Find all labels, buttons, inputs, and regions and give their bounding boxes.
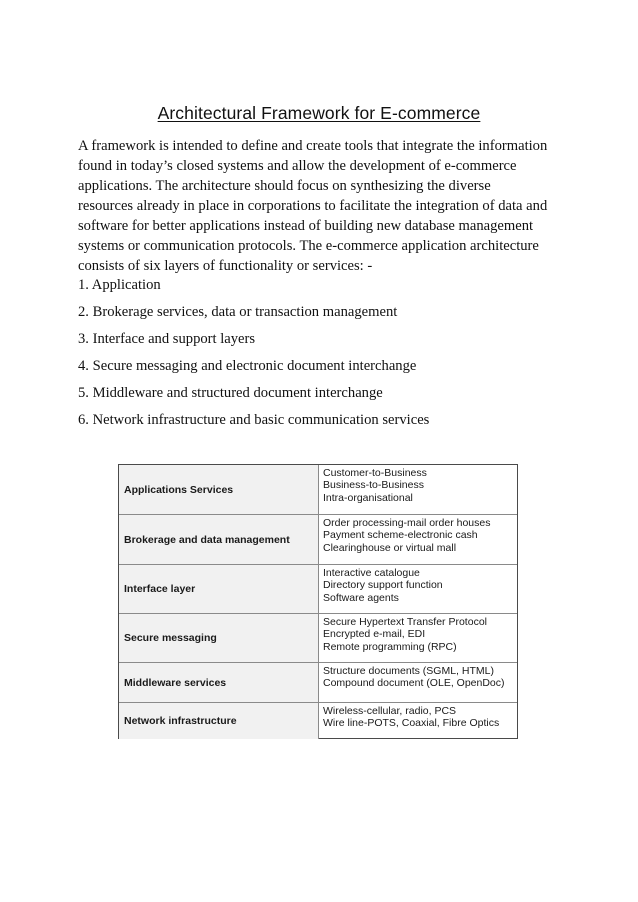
layer-example: Interactive catalogue xyxy=(323,567,420,579)
layer-example: Wireless-cellular, radio, PCS xyxy=(323,705,457,717)
layer-example: Clearinghouse or virtual mall xyxy=(323,541,457,554)
layer-examples-cell xyxy=(319,663,517,703)
page-title: Architectural Framework for E-commerce xyxy=(157,103,481,123)
list-item: 3. Interface and support layers xyxy=(78,331,256,347)
layer-example: Wire line-POTS, Coaxial, Fibre Optics xyxy=(323,717,500,730)
layer-example: Order processing-mail order houses xyxy=(323,517,491,529)
architecture-layers-table xyxy=(118,464,518,739)
layer-name-cell: Interface layer xyxy=(119,565,319,614)
layers-list xyxy=(78,275,429,437)
layer-examples-cell xyxy=(319,465,517,515)
layer-example: Compound document (OLE, OpenDoc) xyxy=(323,677,505,690)
layer-name-cell: Secure messaging xyxy=(119,614,319,663)
layer-example: Structure documents (SGML, HTML) xyxy=(323,665,494,677)
layer-name-cell: Brokerage and data management xyxy=(119,515,319,565)
list-item: 2. Brokerage services, data or transaction management xyxy=(78,304,398,320)
layer-example: Business-to-Business xyxy=(323,479,424,492)
layer-example: Encrypted e-mail, EDI xyxy=(323,628,426,641)
layer-example: Intra-organisational xyxy=(323,491,413,504)
intro-line: resources already in place in corporations to facilitate the integration of data and xyxy=(78,198,548,214)
intro-line: software for better applications instead of building new database management xyxy=(78,218,534,234)
layer-examples-cell xyxy=(319,614,517,663)
list-item: 4. Secure messaging and electronic document interchange xyxy=(78,358,417,374)
layer-examples-cell xyxy=(319,565,517,614)
layer-name-cell: Applications Services xyxy=(119,465,319,515)
layer-example: Directory support function xyxy=(323,579,443,592)
intro-line: systems or communication protocols. The e-commerce application architecture xyxy=(78,238,539,254)
layer-example: Secure Hypertext Transfer Protocol xyxy=(323,616,487,628)
layer-examples-cell xyxy=(319,515,517,565)
intro-paragraph xyxy=(78,136,568,276)
layer-name-cell: Network infrastructure xyxy=(119,703,319,739)
intro-line: consists of six layers of functionality or services: - xyxy=(78,258,373,274)
layer-example: Software agents xyxy=(323,591,399,604)
layer-example: Payment scheme-electronic cash xyxy=(323,529,478,542)
intro-line: A framework is intended to define and create tools that integrate the information xyxy=(78,138,548,154)
layer-example: Customer-to-Business xyxy=(323,467,427,479)
list-item: 1. Application xyxy=(78,277,161,293)
list-item: 5. Middleware and structured document interchange xyxy=(78,385,383,401)
list-item: 6. Network infrastructure and basic communication services xyxy=(78,412,430,428)
layer-examples-cell xyxy=(319,703,517,739)
intro-line: applications. The architecture should focus on synthesizing the diverse xyxy=(78,178,491,194)
layer-name-cell: Middleware services xyxy=(119,663,319,703)
intro-line: found in today’s closed systems and allow the development of e-commerce xyxy=(78,158,517,174)
layer-example: Remote programming (RPC) xyxy=(323,640,457,653)
